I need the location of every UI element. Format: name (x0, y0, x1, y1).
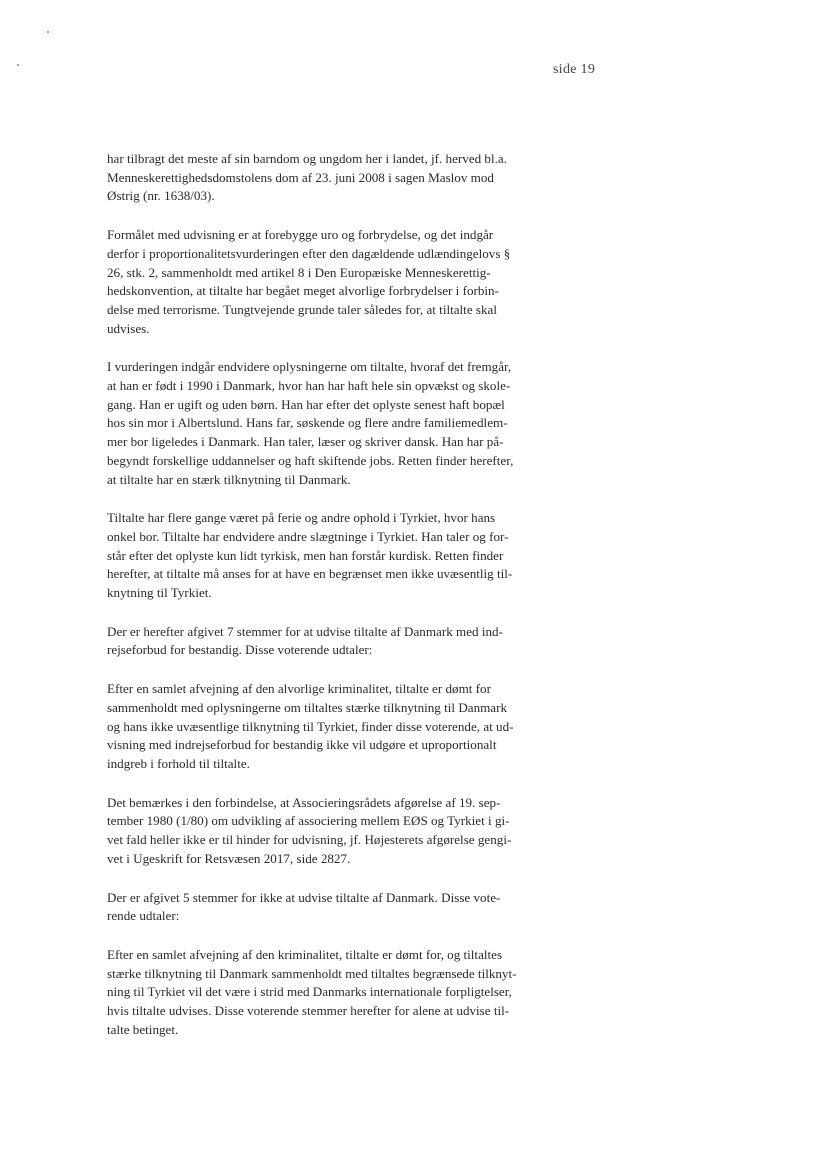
paragraph-6: Efter en samlet afvejning af den alvorlige kriminalitet, tiltalte er dømt for sammenholdt med oplysningerne om tiltaltes stærke tilknytning til Danmark og hans ikke uvæsentlige tilknytning til Tyrkiet, finder disse voterende, at ud- visning med indrejseforbud for bestandig ikke vil udgøre et uproportionalt indgreb i forhold til tiltalte. (107, 681, 514, 771)
scan-speck (47, 31, 49, 33)
paragraph-2: Formålet med udvisning er at forebygge uro og forbrydelse, og det indgår derfor i proportionalitetsvurderingen efter den dagældende udlændingelovs § 26, stk. 2, sammenholdt med artikel 8 i Den Europæiske Menneskerettig- hedskonvention, at tiltalte har begået meget alvorlige forbrydelser i forbin- delse med terrorisme. Tungtvejende grunde taler således for, at tiltalte skal udvises. (107, 227, 511, 336)
paragraph-9: Efter en samlet afvejning af den kriminalitet, tiltalte er dømt for, og tiltaltes stærke tilknytning til Danmark sammenholdt med tiltaltes begrænsede tilknyt- ning til Tyrkiet vil det være i strid med Danmarks internationale forpligtelser, hvis tiltalte udvises. Disse voterende stemmer herefter for alene at udvise til- talte betinget. (107, 946, 517, 1037)
paragraph-3: I vurderingen indgår endvidere oplysningerne om tiltalte, hvoraf det fremgår, at han er født i 1990 i Danmark, hvor han har haft hele sin opvækst og skole- gang. Han er ugift og uden børn. Han har efter det oplyste senest haft bopæl hos sin mor i Albertslund. Hans far, søskende og flere andre familiemedlem- mer bor ligeledes i Danmark. Han taler, læser og skriver dansk. Han har på- begyndt forskellige uddannelser og haft skiftende jobs. Retten finder herefter, at tiltalte har en stærk tilknytning til Danmark. (107, 359, 514, 487)
page-number: side 19 (553, 62, 596, 77)
paragraph-4: Tiltalte har flere gange været på ferie og andre ophold i Tyrkiet, hvor hans onkel bor. Tiltalte har endvidere andre slægtninge i Tyrkiet. Han taler og for- står efter det oplyste kun lidt tyrkisk, men han forstår kurdisk. Retten finder herefter, at tiltalte må anses for at have en begrænset men ikke uvæsentlig til- knytning til Tyrkiet. (107, 510, 513, 601)
document-body (107, 150, 557, 1059)
scan-speck (17, 64, 19, 66)
paragraph-5: Der er herefter afgivet 7 stemmer for at udvise tiltalte af Danmark med ind- rejseforbud for bestandig. Disse voterende udtaler: (107, 623, 503, 658)
paragraph-1: har tilbragt det meste af sin barndom og ungdom her i landet, jf. herved bl.a. Menneskerettighedsdomstolens dom af 23. juni 2008 i sagen Maslov mod Østrig (nr. 1638/03). (107, 151, 507, 204)
paragraph-7: Det bemærkes i den forbindelse, at Associeringsrådets afgørelse af 19. sep- tember 1980 (1/80) om udvikling af associering mellem EØS og Tyrkiet i gi- vet fald heller ikke er til hinder for udvisning, jf. Højesterets afgørelse gengi- vet i Ugeskrift for Retsvæsen 2017, side 2827. (107, 794, 512, 866)
paragraph-8: Der er afgivet 5 stemmer for ikke at udvise tiltalte af Danmark. Disse vote- rende udtaler: (107, 889, 501, 924)
